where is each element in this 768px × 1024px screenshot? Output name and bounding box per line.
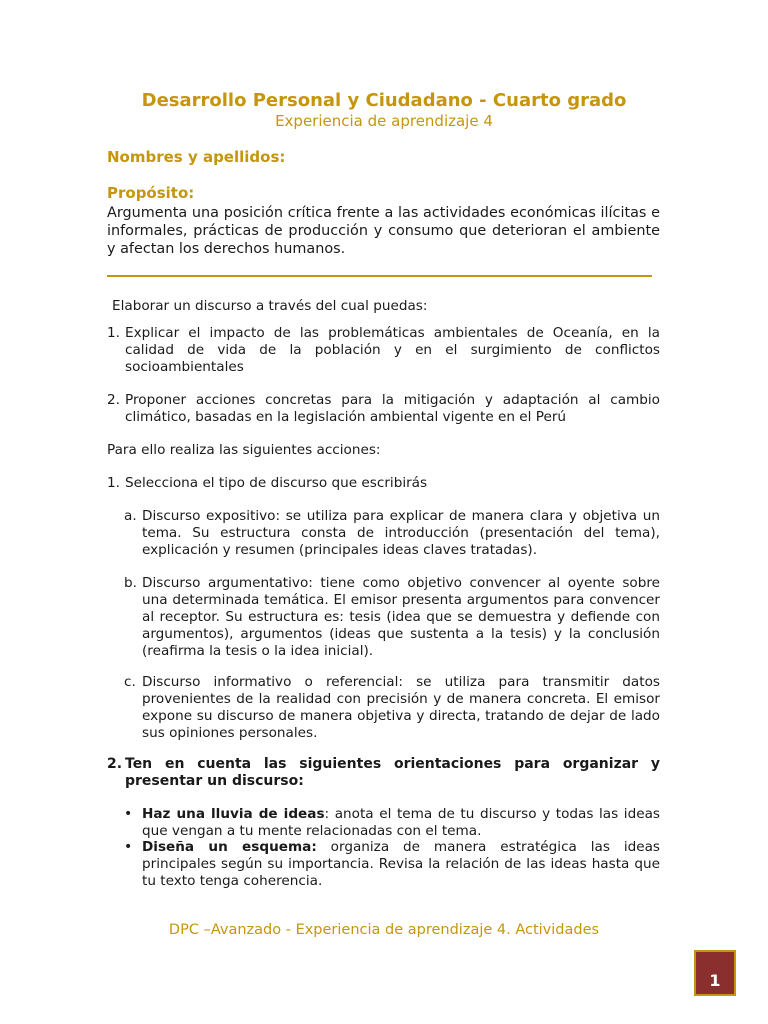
option-letter: a. [124,508,137,524]
option-text: Discurso argumentativo: tiene como objetivo convencer al oyente sobre una determinada temática. El emisor presenta argumentos para convencer al receptor. Su estructura es: tesis (idea que se demuestra y defiende con argumentos), argumentos (ideas que sustenta a la tesis) y la conclusión (reafirma la tesis o la idea inicial). [142,575,660,659]
names-label: Nombres y apellidos: [107,148,286,166]
actions-intro: Para ello realiza las siguientes acciones: [107,442,381,458]
goal-number: 2. [107,392,120,408]
bullet-icon: • [124,839,133,855]
step-1 [107,475,660,492]
option-text: Discurso expositivo: se utiliza para explicar de manera clara y objetiva un tema. Su estructura consta de introducción (presentación del tema), explicación y resumen (principales ideas claves tratadas). [142,508,660,558]
step-number: 2. [107,756,123,772]
document-subtitle: Experiencia de aprendizaje 4 [275,112,493,130]
step-text: Ten en cuenta las siguientes orientaciones para organizar y presentar un discurso: [125,756,660,789]
purpose-text: Argumenta una posición crítica frente a las actividades económicas ilícitas e informales, prácticas de producción y consumo que deterioran el ambiente y afectan los derechos humanos. [107,205,660,257]
page-number-box [694,950,736,996]
bullet-text [142,806,660,840]
bullet-bold: Haz una lluvia de ideas [142,806,325,822]
purpose-label: Propósito: [107,184,195,202]
goal-text: Explicar el impacto de las problemáticas ambientales de Oceanía, en la calidad de vida de la población y en el surgimiento de conflictos socioambientales [125,325,660,375]
intro-text: Elaborar un discurso a través del cual puedas: [112,298,428,314]
option-c [124,674,660,742]
goal-item-1 [107,325,660,376]
bullet-text [142,839,660,890]
bullet-bold: Diseña un esquema: [142,839,317,855]
option-letter: b. [124,575,137,591]
step-2 [107,756,660,790]
goal-text: Proponer acciones concretas para la mitigación y adaptación al cambio climático, basadas en la legislación ambiental vigente en el Perú [125,392,660,425]
document-title: Desarrollo Personal y Ciudadano - Cuarto grado [141,90,627,111]
goal-item-2 [107,392,660,426]
bullet-item-1 [124,806,660,840]
bullet-item-2 [124,839,660,890]
step-number: 1. [107,475,120,491]
option-text: Discurso informativo o referencial: se utiliza para transmitir datos provenientes de la realidad con precisión y de manera concreta. El emisor expone su discurso de manera objetiva y directa, tratando de dejar de lado sus opiniones personales. [142,674,660,741]
goal-number: 1. [107,325,120,341]
option-a [124,508,660,559]
step-text: Selecciona el tipo de discurso que escribirás [125,475,428,491]
option-b [124,575,660,660]
bullet-body: : anota el tema de tu discurso y todas las ideas que vengan a tu mente relacionadas con el tema. [142,806,660,839]
bullet-icon: • [124,806,133,822]
divider-line [107,275,652,277]
page-footer: DPC –Avanzado - Experiencia de aprendizaje 4. Actividades [168,922,600,938]
bullet-body: organiza de manera estratégica las ideas principales según su importancia. Revisa la relación de las ideas hasta que tu texto tenga coherencia. [142,839,661,889]
page-number: 1 [709,971,721,990]
option-letter: c. [124,674,136,690]
